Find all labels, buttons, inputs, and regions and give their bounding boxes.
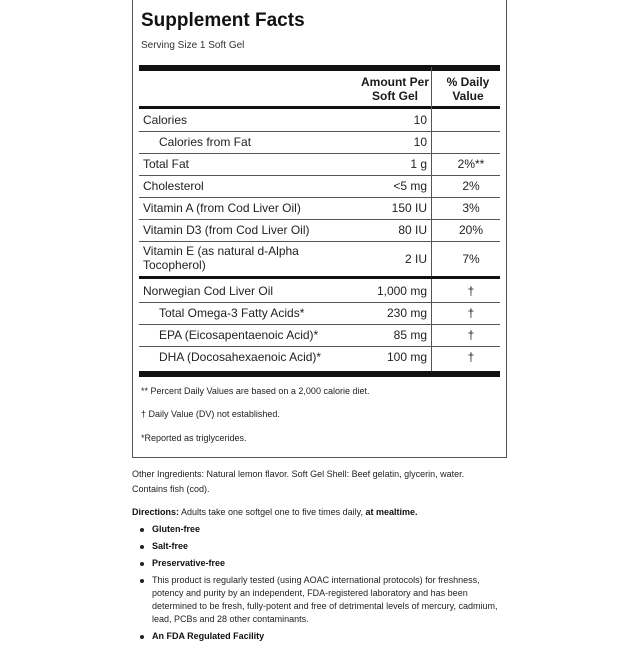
nutrient-name: EPA (Eicosapentaenoic Acid)*	[159, 328, 319, 342]
nutrient-dv: 2%**	[457, 157, 485, 171]
directions-text: Adults take one softgel one to five times daily,	[179, 507, 366, 517]
nutrient-amount: 2 IU	[404, 252, 427, 266]
serving-size: Serving Size 1 Soft Gel	[141, 40, 245, 51]
footnote-dv-not-established: † Daily Value (DV) not established.	[141, 409, 280, 419]
panel-title: Supplement Facts	[141, 10, 305, 31]
nutrient-dv: 3%	[462, 201, 480, 215]
column-header-daily-value: % Daily Value	[446, 75, 490, 103]
nutrient-amount: <5 mg	[393, 179, 427, 193]
nutrient-name: Vitamin A (from Cod Liver Oil)	[143, 201, 301, 215]
nutrient-name: Calories from Fat	[159, 135, 252, 149]
nutrient-name-line2: Tocopherol)	[143, 258, 206, 272]
table-row	[139, 109, 500, 132]
nutrient-amount: 10	[413, 113, 427, 127]
table-row	[139, 302, 500, 325]
list-item: An FDA Regulated Facility	[132, 630, 512, 643]
feature-list	[132, 523, 512, 647]
other-ingredients	[132, 467, 512, 497]
other-ingredients-line2: Contains fish (cod).	[132, 484, 210, 494]
directions	[132, 505, 512, 520]
nutrient-amount: 1,000 mg	[376, 284, 427, 298]
table-row	[139, 346, 500, 368]
nutrient-amount: 85 mg	[393, 328, 427, 342]
nutrient-name: Total Fat	[143, 157, 190, 171]
table-row	[139, 153, 500, 176]
table-row	[139, 131, 500, 154]
list-item: Salt-free	[132, 540, 512, 553]
nutrient-amount: 100 mg	[386, 350, 427, 364]
list-item: This product is regularly tested (using AOAC international protocols) for freshness, potency and purity by an independent, FDA-registered laboratory and has been determined to be fresh, fully-potent and free of detrimental levels of mercury, cadmium, lead, PCBs and 28 other contaminants.	[132, 574, 512, 626]
footnote-triglycerides: *Reported as triglycerides.	[141, 433, 247, 443]
nutrient-name-line1: Vitamin E (as natural d-Alpha	[143, 244, 299, 258]
list-item: Gluten-free	[132, 523, 512, 536]
table-row	[139, 197, 500, 220]
divider-thick	[139, 371, 500, 377]
table-row	[139, 175, 500, 198]
nutrient-amount: 230 mg	[386, 306, 427, 320]
nutrient-dv: †	[467, 284, 475, 298]
divider-section	[139, 276, 500, 279]
column-header-amount: Amount Per Soft Gel	[360, 75, 429, 103]
nutrient-name: Calories	[143, 113, 188, 127]
other-ingredients-line1: Other Ingredients: Natural lemon flavor. Soft Gel Shell: Beef gelatin, glycerin, water.	[132, 469, 465, 479]
nutrient-name: Cholesterol	[143, 179, 204, 193]
divider-thick	[139, 65, 500, 71]
nutrient-name: Norwegian Cod Liver Oil	[143, 284, 274, 298]
list-item: Preservative-free	[132, 557, 512, 570]
nutrient-amount: 1 g	[410, 157, 427, 171]
nutrient-dv: 2%	[462, 179, 480, 193]
nutrient-amount: 150 IU	[391, 201, 427, 215]
nutrient-name: Total Omega-3 Fatty Acids*	[159, 306, 305, 320]
nutrient-amount: 10	[413, 135, 427, 149]
table-row	[139, 219, 500, 242]
nutrient-amount: 80 IU	[398, 223, 427, 237]
nutrient-dv: †	[467, 306, 475, 320]
table-row	[139, 280, 500, 303]
directions-emphasis: at mealtime.	[365, 507, 418, 517]
nutrient-dv: †	[467, 350, 475, 364]
nutrient-name: Vitamin D3 (from Cod Liver Oil)	[143, 223, 310, 237]
directions-label: Directions:	[132, 507, 180, 517]
nutrient-dv: †	[467, 328, 475, 342]
nutrient-name: DHA (Docosahexaenoic Acid)*	[159, 350, 322, 364]
table-row	[139, 241, 500, 275]
footnote-daily-values: ** Percent Daily Values are based on a 2,000 calorie diet.	[141, 386, 370, 396]
supplement-facts-panel	[132, 0, 507, 458]
table-row	[139, 324, 500, 347]
nutrient-dv: 7%	[462, 252, 480, 266]
nutrient-name	[143, 244, 299, 272]
nutrient-dv: 20%	[458, 223, 484, 237]
